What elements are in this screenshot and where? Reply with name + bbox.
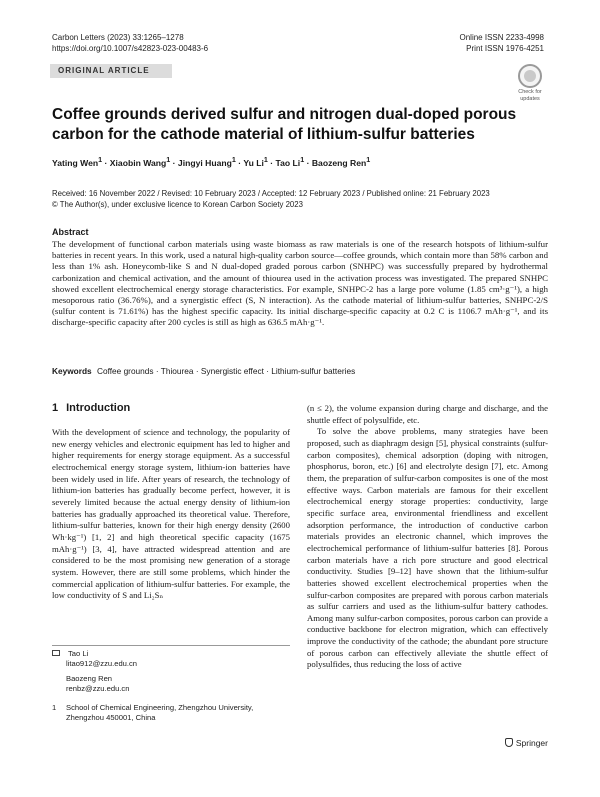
keywords-list: Coffee grounds · Thiourea · Synergistic effect · Lithium-sulfur batteries <box>96 366 356 376</box>
author-name[interactable]: Baozeng Ren <box>311 157 367 168</box>
author-affiliation: 1 <box>98 156 103 164</box>
author-name[interactable]: Jingyi Huang <box>177 157 232 168</box>
intro-right-column <box>307 403 548 671</box>
author-name[interactable]: Xiaobin Wang <box>109 157 167 168</box>
publisher-mark <box>505 738 548 748</box>
check-for-updates-button[interactable] <box>512 64 548 102</box>
intro-paragraph: To solve the above problems, many strategies have been proposed, such as diaphragm design [5], physical constraints (sulfur-carbon composites), chemical adsorption (doping with nitrogen, phosphorus, boron, etc.) [6] and electrolyte design [7], etc. Among them, the preparation of sulfur-carbon composites is one of the most effective ways. Carbon materials are famous for their excellent electrochemical energy storage properties: conductivity, large specific surface area, environmental friendliness and excellent adsorption performance, the introduction of conductive carbon materials provides an electronic channel, which improves the electrochemical performance of lithium-sulfur batteries [8]. Porous carbon materials have a rich pore structure and good electrical conductivity. Studies [9–12] have shown that the lithium-sulfur batteries showed excellent electrochemical properties when the sulfur-carbon composites are prepared with porous carbon materials as sulfur carriers and used as the lithium-sulfur battery cathodes. Among many sulfur-carbon composites, porous carbon can provide a conductive backbone for electron migration, which can effectively improve the conductivity of the cathode; the abundant pore structure of porous carbon can effectively alleviate the shuttle effect of polysulfides, thus reducing the loss of active <box>307 426 548 670</box>
author-affiliation: 1 <box>366 156 371 164</box>
affiliation-line: Zhengzhou 450001, China <box>66 713 156 722</box>
article-type-badge: ORIGINAL ARTICLE <box>50 64 172 78</box>
intro-paragraph: With the development of science and technology, the popularity of new energy vehicles and electronic equipment has led to higher and higher requirements for energy storage equipment. As a successful electrochemical energy storage system, lithium-ion batteries have been widely used in life. After years of research, the technology of lithium-ion batteries has gradually become perfect, however, it is severely limited because the actual energy density of lithium-ion batteries has gradually approached its theoretical value. Therefore, lithium-sulfur batteries, known for their high energy density (2600 Wh·kg⁻¹) [1, 2] and high theoretical specific capacity (1675 mAh·g⁻¹) [3, 4], have attracted widespread attention and are considered to be the most promising new generation of a storage system. However, there are still some problems, which hinder the commercial application of lithium-sulfur batteries. For example, the low conductivity of S and Li₂Sₙ <box>52 427 290 601</box>
author-separator: · <box>170 157 178 168</box>
section-heading <box>52 402 130 414</box>
copyright-notice: © The Author(s), under exclusive licence to Korean Carbon Society 2023 <box>52 199 303 209</box>
contact-name: Tao Li <box>68 649 89 658</box>
paper-title: Coffee grounds derived sulfur and nitrogen dual-doped porous carbon for the cathode material of lithium-sulfur batteries <box>52 106 517 143</box>
publisher-name: Springer <box>515 738 548 748</box>
issn-print: Print ISSN 1976-4251 <box>466 43 544 53</box>
author-separator: · <box>235 157 244 168</box>
issn-online: Online ISSN 2233-4998 <box>459 33 544 42</box>
author-affiliation: 1 <box>300 156 305 164</box>
author-separator: · <box>102 157 110 168</box>
envelope-icon <box>52 650 60 656</box>
section-title: Introduction <box>66 402 131 414</box>
doi-link[interactable]: https://doi.org/10.1007/s42823-023-00483-6 <box>52 43 209 53</box>
abstract-text: The development of functional carbon materials using waste biomass as raw materials is one of the research hotspots of lithium-sulfur batteries in recent years. In this work, used a natural high-quality carbon source—coffee grounds, which contain more than 58% carbon and less than 1% ash. Honeycomb-like S and N dual-doped graded porous carbon (SNHPC) was successfully prepared by hydrothermal carbonization and chemical activation, and the amount of thiourea used in the activation process was investigated. The prepared SNHPC showed excellent electrochemical energy storage characteristics. For example, SNHPC-2 has a large pore volume (1.85 cm³·g⁻¹), a high mesoporous ratio (36.76%), and a synergistic effect (S, N interaction). As the cathode material of lithium-sulfur batteries, SNHPC-2/S (sulfur content is 71.61%) has the highest specific capacity. Its initial discharge-specific capacity at 0.2 C is 1106.7 mAh·g⁻¹, and its discharge-specific capacity after 200 cycles is still as high as 636.5 mAh·g⁻¹. <box>52 239 548 328</box>
author-affiliation: 1 <box>263 156 268 164</box>
keywords-label: Keywords <box>52 366 92 376</box>
intro-paragraph: (n ≤ 2), the volume expansion during charge and discharge, and the shuttle effect of polysulfide, etc. <box>307 403 548 425</box>
section-number: 1 <box>52 402 59 414</box>
issn-block <box>460 33 545 54</box>
publication-dates <box>52 189 552 210</box>
history-dates: Received: 16 November 2022 / Revised: 10 February 2023 / Accepted: 12 February 2023 / Published online: 21 February 2023 <box>52 189 490 198</box>
intro-left-column <box>52 427 290 602</box>
check-updates-icon <box>518 64 542 88</box>
author-list <box>52 156 552 168</box>
author-name[interactable]: Tao Li <box>275 157 301 168</box>
affiliation-number: 1 <box>52 703 57 712</box>
check-updates-label-1: Check for <box>518 89 542 95</box>
contact-name: Baozeng Ren <box>66 674 113 683</box>
affiliation-footnote <box>52 703 292 723</box>
keywords <box>52 366 548 376</box>
author-separator: · <box>304 157 312 168</box>
check-updates-label-2: updates <box>520 96 540 102</box>
corresponding-authors <box>52 649 292 694</box>
author-affiliation: 1 <box>231 156 236 164</box>
abstract-heading: Abstract <box>52 227 89 237</box>
contact-email[interactable]: renbz@zzu.edu.cn <box>66 684 130 693</box>
springer-horse-icon <box>505 738 513 747</box>
journal-header <box>52 33 208 54</box>
footnote-divider <box>52 645 290 646</box>
contact-email[interactable]: litao912@zzu.edu.cn <box>66 659 138 668</box>
author-affiliation: 1 <box>166 156 171 164</box>
author-name[interactable]: Yating Wen <box>52 157 99 168</box>
journal-citation: Carbon Letters (2023) 33:1265–1278 <box>52 33 184 42</box>
author-name[interactable]: Yu Li <box>243 157 264 168</box>
affiliation-line: School of Chemical Engineering, Zhengzhou University, <box>66 703 254 712</box>
author-separator: · <box>267 157 276 168</box>
